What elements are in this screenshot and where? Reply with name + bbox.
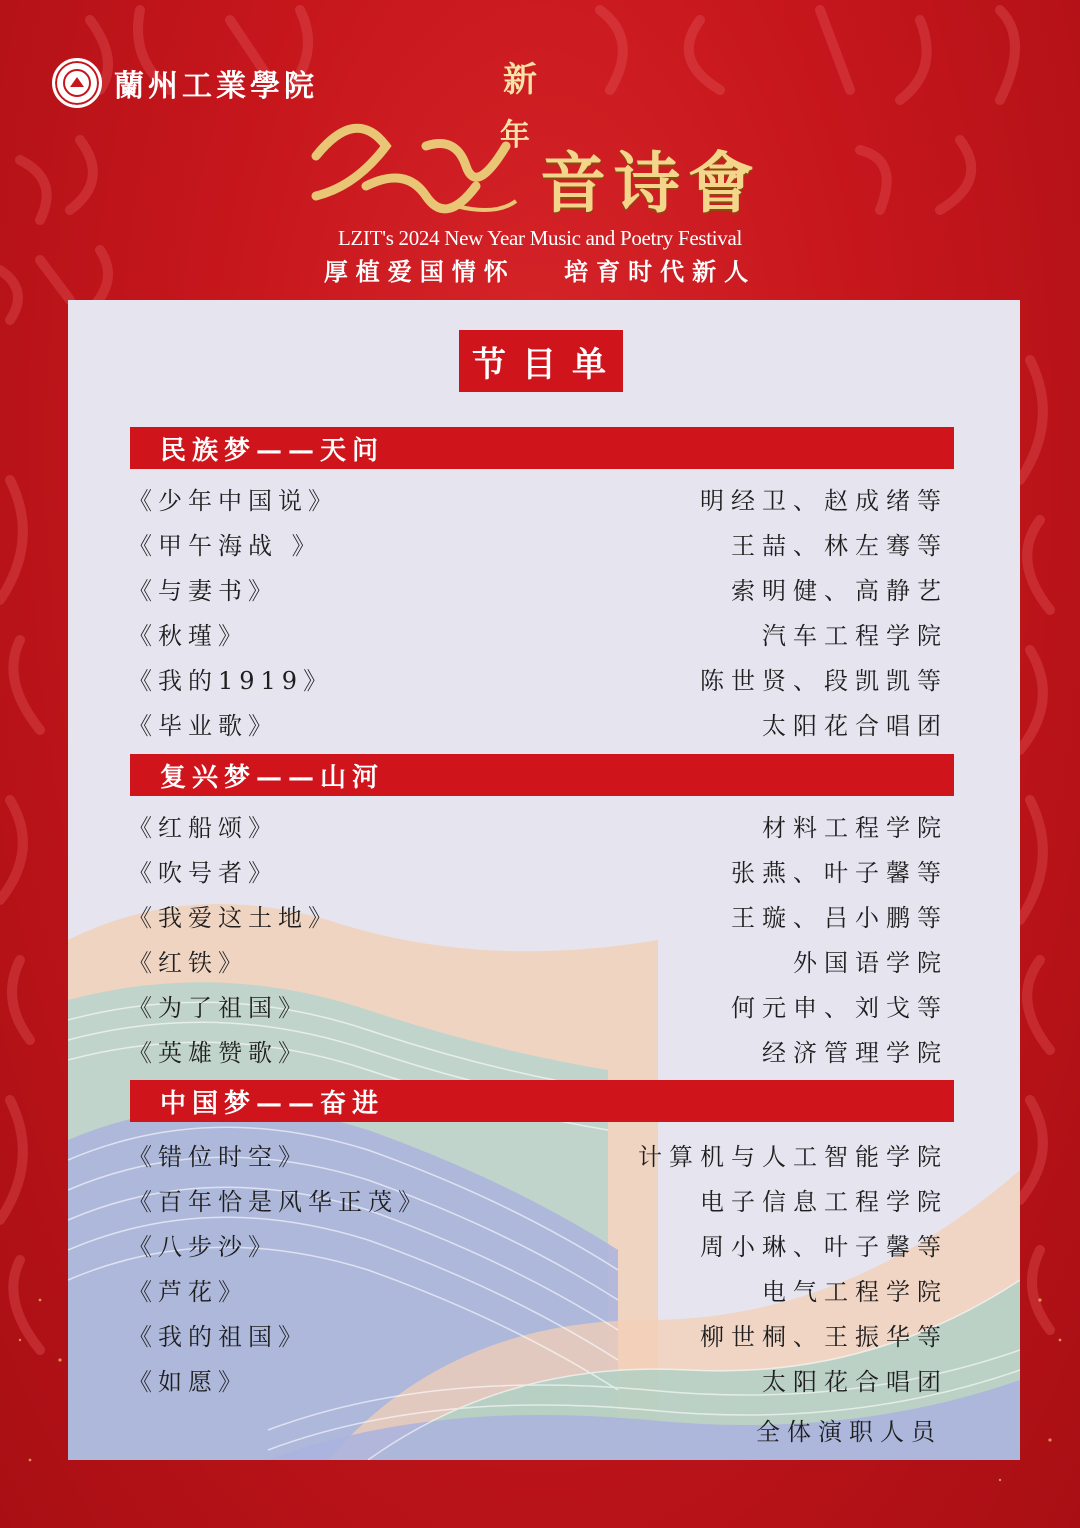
performer: 计算机与人工智能学院 (638, 1142, 948, 1171)
work-title: 《红铁》 (128, 948, 248, 977)
program-item (128, 478, 948, 518)
performer: 王璇、吕小鹏等 (731, 903, 948, 932)
performer: 汽车工程学院 (762, 621, 948, 650)
program-panel (68, 300, 1020, 1460)
program-item (128, 850, 948, 890)
performer: 柳世桐、王振华等 (700, 1322, 948, 1351)
title-char-nian: 年 (500, 118, 530, 153)
school-seal-icon (52, 58, 102, 108)
work-title: 《甲午海战 》 (128, 531, 322, 560)
performer: 电气工程学院 (762, 1277, 948, 1306)
work-title: 《与妻书》 (128, 576, 278, 605)
program-item (128, 703, 948, 743)
school-logo (52, 58, 318, 108)
work-title: 《毕业歌》 (128, 711, 278, 740)
performer: 何元申、刘戈等 (731, 993, 948, 1022)
performer: 索明健、高静艺 (731, 576, 948, 605)
festival-title: 音诗會 (540, 144, 762, 222)
performer: 经济管理学院 (762, 1038, 948, 1067)
work-title: 《少年中国说》 (128, 486, 338, 515)
performer: 材料工程学院 (762, 813, 948, 842)
program-item (128, 1179, 948, 1219)
dragon-icon (296, 96, 526, 226)
performer: 明经卫、赵成绪等 (700, 486, 948, 515)
slogan: 厚植爱国情怀 培育时代新人 (323, 257, 757, 286)
performer: 电子信息工程学院 (700, 1187, 948, 1216)
performer: 外国语学院 (793, 948, 948, 977)
english-title: LZIT's 2024 New Year Music and Poetry Festival (337, 226, 743, 250)
section-header: 中国梦——奋进 (130, 1080, 954, 1122)
work-title: 《百年恰是风华正茂》 (128, 1187, 428, 1216)
program-item (128, 568, 948, 608)
section-header: 民族梦——天问 (130, 427, 954, 469)
work-title: 《红船颂》 (128, 813, 278, 842)
work-title: 《吹号者》 (128, 858, 278, 887)
work-title: 《我的1919》 (128, 666, 334, 695)
program-item (128, 523, 948, 563)
title-char-xin: 新 (503, 60, 537, 100)
closing-performers: 全体演职人员 (756, 1418, 942, 1446)
work-title: 《我的祖国》 (128, 1322, 308, 1351)
work-title: 《八步沙》 (128, 1232, 278, 1261)
program-item (128, 658, 948, 698)
performer: 周小琳、叶子馨等 (700, 1232, 948, 1261)
performer: 王喆、林左骞等 (731, 531, 948, 560)
program-item (128, 940, 948, 980)
program-item (128, 1269, 948, 1309)
program-item (128, 1314, 948, 1354)
work-title: 《我爱这土地》 (128, 903, 338, 932)
program-item (128, 1224, 948, 1264)
work-title: 《秋瑾》 (128, 621, 248, 650)
section-header: 复兴梦——山河 (130, 754, 954, 796)
work-title: 《英雄赞歌》 (128, 1038, 308, 1067)
performer: 太阳花合唱团 (762, 711, 948, 740)
program-item (128, 1359, 948, 1399)
program-item (128, 1030, 948, 1070)
performer: 张燕、叶子馨等 (731, 858, 948, 887)
work-title: 《为了祖国》 (128, 993, 308, 1022)
program-item (128, 985, 948, 1025)
work-title: 《错位时空》 (128, 1142, 308, 1171)
school-name: 蘭州工業學院 (114, 69, 318, 104)
program-item (128, 613, 948, 653)
program-title: 节目单 (459, 330, 623, 392)
work-title: 《如愿》 (128, 1367, 248, 1396)
performer: 陈世贤、段凯凯等 (700, 666, 948, 695)
program-item (128, 805, 948, 845)
program-item (128, 1134, 948, 1174)
performer: 太阳花合唱团 (762, 1367, 948, 1396)
program-item (128, 895, 948, 935)
work-title: 《芦花》 (128, 1277, 248, 1306)
